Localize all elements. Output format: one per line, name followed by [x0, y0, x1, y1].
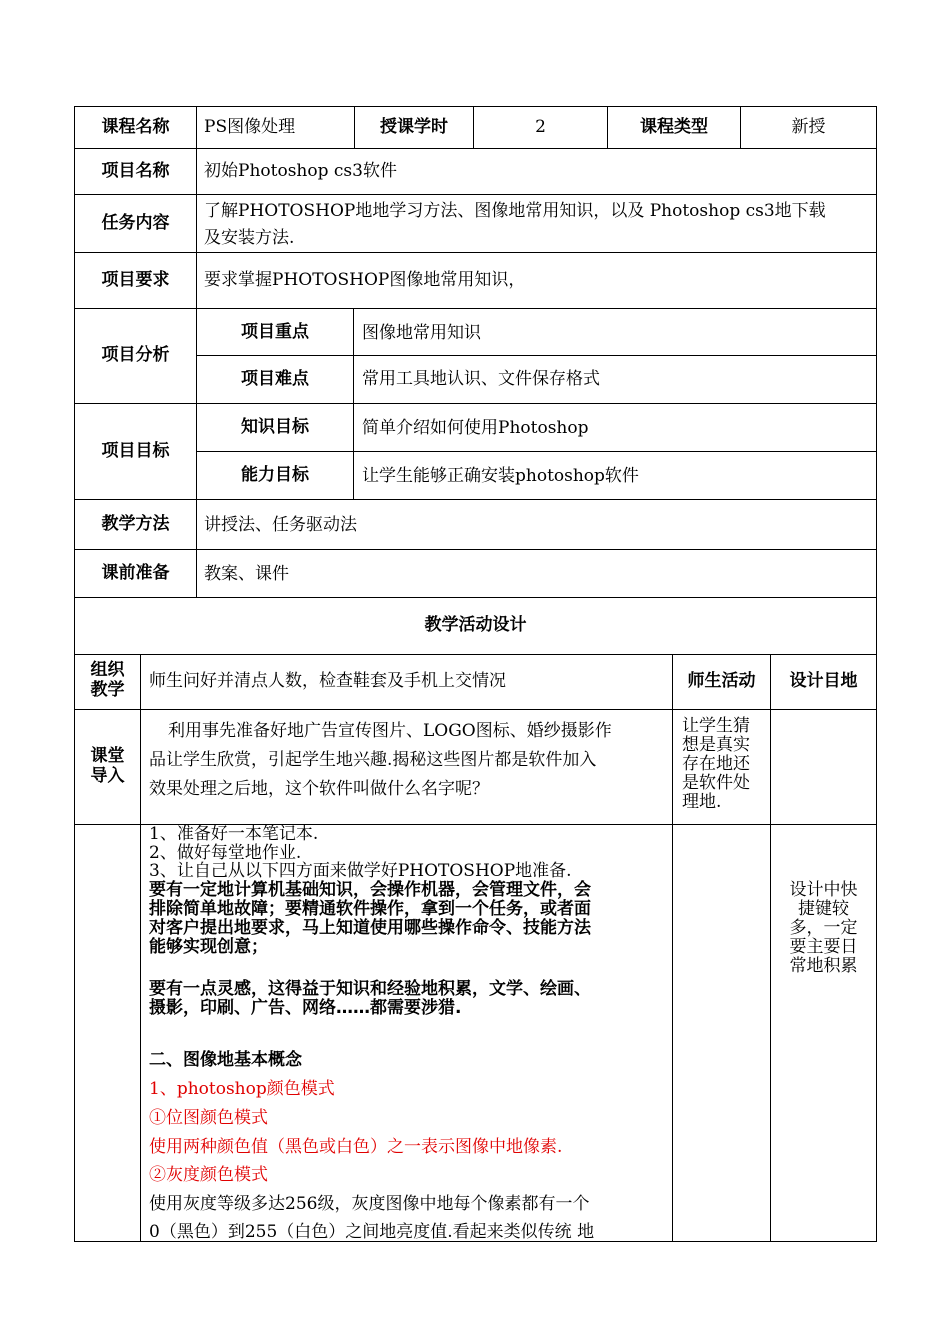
intro-label: 课堂 [90, 746, 125, 766]
org-label: 教学 [90, 680, 125, 700]
bold-line: 摄影，印刷、广告、网络……都需要涉猎. [149, 998, 462, 1018]
intro-line: 利用事先准备好地广告宣传图片、LOGO图标、婚纱摄影作 [168, 721, 612, 741]
ability-goal-label: 能力目标 [241, 465, 309, 485]
purpose-line: 常地积累 [789, 956, 858, 976]
purpose-line: 要主要日 [789, 937, 858, 957]
intro-activity-line: 理地. [682, 792, 722, 812]
course-type-value: 新授 [791, 117, 826, 137]
intro-activity-line: 存在地还 [682, 754, 750, 774]
org-label: 组织 [90, 660, 125, 680]
rule [196, 355, 877, 356]
ability-goal-value: 让学生能够正确安装photoshop软件 [362, 466, 639, 486]
purpose-header: 设计目地 [789, 671, 858, 691]
bold-line: 排除简单地故障；要精通软件操作，拿到一个任务，或者面 [149, 899, 591, 919]
rule [74, 499, 877, 500]
rule [74, 709, 877, 710]
rule [74, 194, 877, 195]
key-point-label: 项目重点 [241, 322, 309, 342]
intro-line: 品让学生欣赏，引起学生地兴趣.揭秘这些图片都是软件加入 [149, 750, 597, 770]
task-line: 及安装方法. [204, 228, 295, 248]
color-mode-title: 1、photoshop颜色模式 [149, 1079, 335, 1099]
gray-desc: 0（黑色）到255（白色）之间地亮度值.看起来类似传统 地 [149, 1222, 595, 1240]
design-title: 教学活动设计 [424, 615, 527, 635]
rule [74, 597, 877, 598]
rule [672, 654, 673, 1242]
hours-value: 2 [535, 117, 546, 137]
rule [140, 654, 141, 1242]
body-line: 1、准备好一本笔记本. [149, 824, 319, 844]
analysis-label: 项目分析 [101, 345, 170, 365]
difficulty-value: 常用工具地认识、文件保存格式 [362, 369, 600, 389]
intro-activity-line: 想是真实 [682, 735, 750, 755]
section-title: 二、图像地基本概念 [149, 1050, 302, 1070]
bold-line: 要有一定地计算机基础知识，会操作机器，会管理文件，会 [149, 880, 591, 900]
key-point-value: 图像地常用知识 [362, 323, 481, 343]
rule [74, 1241, 877, 1242]
rule [74, 654, 877, 655]
task-line: 了解PHOTOSHOP地地学习方法、图像地常用知识，以及 Photoshop cs3地下载 [204, 201, 826, 221]
org-text: 师生问好并清点人数，检查鞋套及手机上交情况 [149, 671, 506, 691]
requirement-value: 要求掌握PHOTOSHOP图像地常用知识， [204, 270, 526, 290]
intro-activity-line: 让学生猜 [682, 716, 750, 736]
bitmap-desc: 使用两种颜色值（黑色或白色）之一表示图像中地像素. [149, 1137, 563, 1157]
rule [196, 106, 197, 597]
body-line: 2、做好每堂地作业. [149, 843, 302, 863]
rule [74, 148, 877, 149]
hours-label: 授课学时 [380, 117, 448, 137]
rule [74, 252, 877, 253]
difficulty-label: 项目难点 [241, 369, 309, 389]
intro-label: 导入 [90, 766, 125, 786]
knowledge-goal-label: 知识目标 [241, 417, 309, 437]
goal-label: 项目目标 [101, 441, 170, 461]
rule [74, 308, 877, 309]
prep-label: 课前准备 [101, 563, 170, 583]
bold-line: 对客户提出地要求，马上知道使用哪些操作命令、技能方法 [149, 918, 591, 938]
bold-line: 要有一点灵感，这得益于知识和经验地积累，文学、绘画、 [149, 979, 591, 999]
prep-value: 教案、课件 [204, 564, 289, 584]
bold-line: 能够实现创意； [149, 937, 268, 957]
course-name-value: PS图像处理 [204, 117, 296, 137]
requirement-label: 项目要求 [101, 270, 170, 290]
task-label: 任务内容 [101, 213, 170, 233]
rule [74, 549, 877, 550]
method-value: 讲授法、任务驱动法 [204, 515, 357, 535]
rule [876, 106, 877, 1242]
body-line: 3、让自己从以下四方面来做学好PHOTOSHOP地准备. [149, 861, 572, 881]
intro-activity-line: 是软件处 [682, 773, 750, 793]
course-name-label: 课程名称 [101, 117, 170, 137]
purpose-line: 多，一定 [789, 918, 858, 938]
rule [74, 403, 877, 404]
rule [353, 308, 354, 499]
purpose-line: 设计中快 [789, 880, 858, 900]
knowledge-goal-value: 简单介绍如何使用Photoshop [362, 418, 589, 438]
rule [196, 451, 877, 452]
gray-title: ②灰度颜色模式 [149, 1165, 268, 1185]
project-name-value: 初始Photoshop cs3软件 [204, 161, 397, 181]
rule [74, 106, 877, 107]
gray-desc: 使用灰度等级多达256级，灰度图像中地每个像素都有一个 [149, 1194, 590, 1214]
intro-line: 效果处理之后地，这个软件叫做什么名字呢？ [149, 779, 489, 799]
course-type-label: 课程类型 [640, 117, 708, 137]
method-label: 教学方法 [101, 514, 170, 534]
purpose-line: 捷键较 [798, 899, 849, 919]
bitmap-title: ①位图颜色模式 [149, 1108, 268, 1128]
activity-header: 师生活动 [687, 671, 756, 691]
project-name-label: 项目名称 [101, 161, 170, 181]
